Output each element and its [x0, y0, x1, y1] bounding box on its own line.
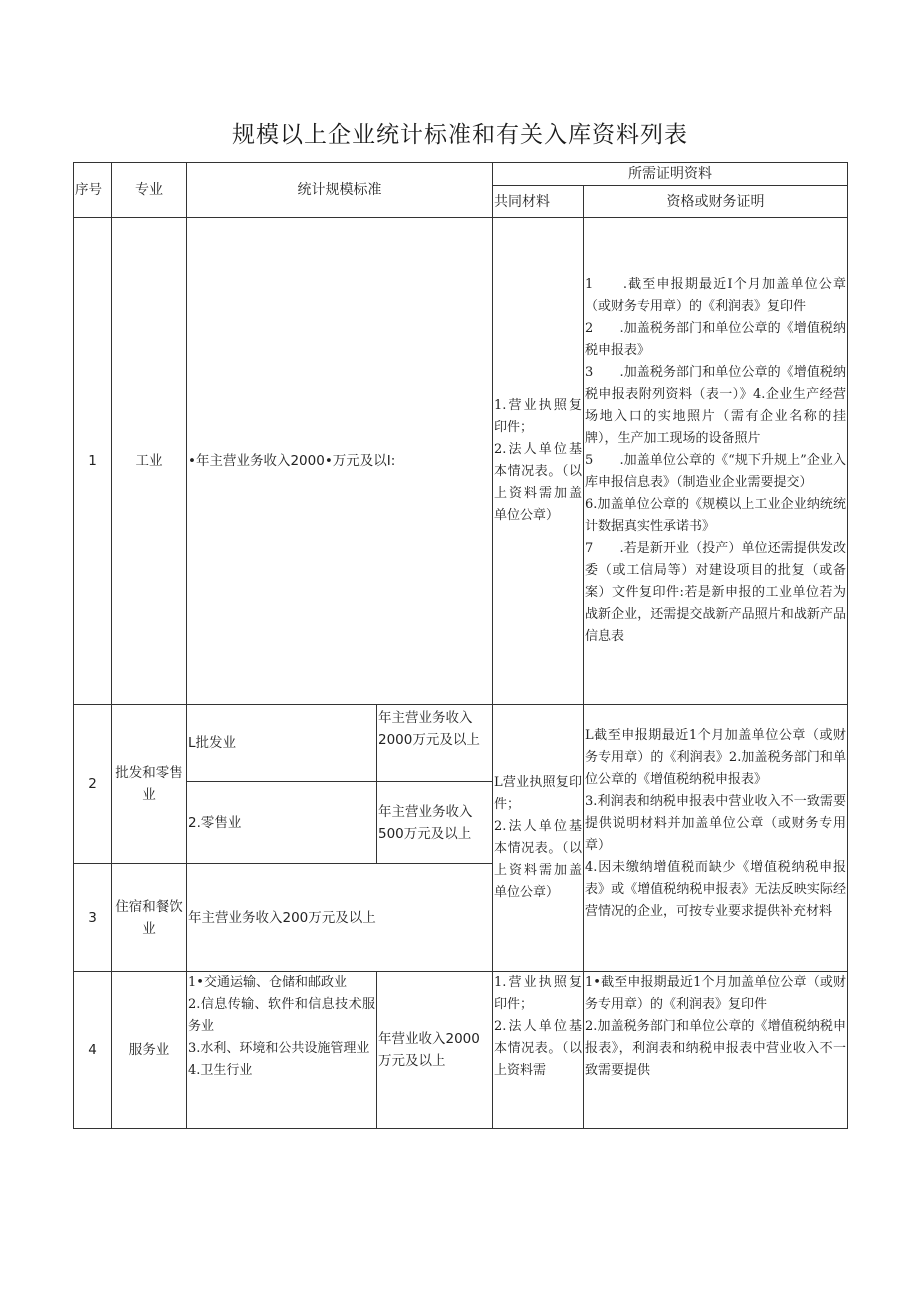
page-title: 规模以上企业统计标准和有关入库资料列表: [232, 122, 688, 148]
table-row: [74, 972, 848, 1129]
list-item: 4.卫生行业: [188, 1063, 253, 1078]
header-qualification: 资格或财务证明: [584, 186, 848, 218]
list-item: 1.营业执照复印件；: [494, 398, 582, 435]
list-item: 1 .截至申报期最近I个月加盖单位公章（或财务专用章）的《利润表》复印件: [585, 277, 846, 314]
list-item: 4.因未缴纳增值税而缺少《增值税纳税申报表》或《增值税纳税申报表》无法反映实际经营情况的企业，可按专业要求提供补充材料: [585, 860, 846, 919]
list-item: 2.法人单位基本情况表。（以上资料需: [494, 1019, 582, 1078]
row-category: 批发和零售业: [112, 705, 187, 864]
list-item: L截至申报期最近1个月加盖单位公章（或财务专用章）的《利润表》2.加盖税务部门和单位公章的《增值税纳税申报表》: [585, 728, 846, 787]
sectors-cell: [187, 972, 377, 1129]
list-item: 1•截至申报期最近1个月加盖单位公章（或财务专用章）的《利润表》复印件: [585, 975, 846, 1012]
row-no: 2: [74, 705, 112, 864]
statistics-table: [73, 162, 848, 1129]
row-category: 工业: [112, 218, 187, 705]
list-item: 3 .加盖税务部门和单位公章的《增值税纳税申报表附列资料（表一）》4.企业生产经营场地入口的实地照片（需有企业名称的挂牌），生产加工现场的设备照片: [585, 365, 846, 446]
qualification-cell: [584, 972, 848, 1129]
table-row: [74, 218, 848, 705]
list-item: 2.信息传输、软件和信息技术服务业: [188, 997, 375, 1034]
row-no: 4: [74, 972, 112, 1129]
common-materials-cell: [493, 218, 584, 705]
header-no: 序号: [74, 163, 112, 218]
sub-standard: 年主营业务收入500万元及以上: [377, 782, 493, 864]
list-item: 5 .加盖单位公章的《“规下升规上”企业入库申报信息表》（制造业企业需要提交）: [585, 453, 846, 490]
list-item: 3.水利、环境和公共设施管理业: [188, 1041, 370, 1056]
common-materials-cell: [493, 705, 584, 972]
list-item: L营业执照复印件；: [494, 775, 582, 812]
sub-standard: 年主营业务收入2000万元及以上: [377, 705, 493, 782]
list-item: 2.法人单位基本情况表。（以上资料需加盖单位公章）: [494, 442, 582, 523]
row-no: 1: [74, 218, 112, 705]
sub-sector: L批发业: [187, 705, 377, 782]
list-item: 2.加盖税务部门和单位公章的《增值税纳税申报表》，利润表和纳税申报表中营业收入不一致需要提供: [585, 1019, 846, 1078]
header-standard: 统计规模标准: [187, 163, 493, 218]
list-item: 1•交通运输、仓储和邮政业: [188, 975, 347, 990]
row-standard: •年主营业务收入2000•万元及以I:: [187, 218, 493, 705]
row-no: 3: [74, 864, 112, 972]
common-materials-cell: [493, 972, 584, 1129]
list-item: 3.利润表和纳税申报表中营业收入不一致需要提供说明材料并加盖单位公章（或财务专用章）: [585, 794, 846, 853]
header-required-docs: 所需证明资料: [493, 163, 848, 186]
row-category: 服务业: [112, 972, 187, 1129]
qualification-cell: [584, 705, 848, 972]
header-category: 专业: [112, 163, 187, 218]
list-item: 6.加盖单位公章的《规模以上工业企业纳统统计数据真实性承诺书》: [585, 497, 846, 534]
list-item: 1.营业执照复印件；: [494, 975, 582, 1012]
sub-sector: 2.零售业: [187, 782, 377, 864]
table-row: [74, 705, 848, 782]
row-category: 住宿和餐饮业: [112, 864, 187, 972]
list-item: 2 .加盖税务部门和单位公章的《增值税纳税申报表》: [585, 321, 846, 358]
qualification-cell: [584, 218, 848, 705]
row-standard: 年营业收入2000万元及以上: [377, 972, 493, 1129]
list-item: 7 .若是新开业（投产）单位还需提供发改委（或工信局等）对建设项目的批复（或备案）文件复印件:若是新申报的工业单位若为战新企业，还需提交战新产品照片和战新产品信息表: [585, 541, 846, 644]
header-common-materials: 共同材料: [493, 186, 584, 218]
row-standard: 年主营业务收入200万元及以上: [187, 864, 493, 972]
list-item: 2.法人单位基本情况表。（以上资料需加盖单位公章）: [494, 819, 582, 900]
